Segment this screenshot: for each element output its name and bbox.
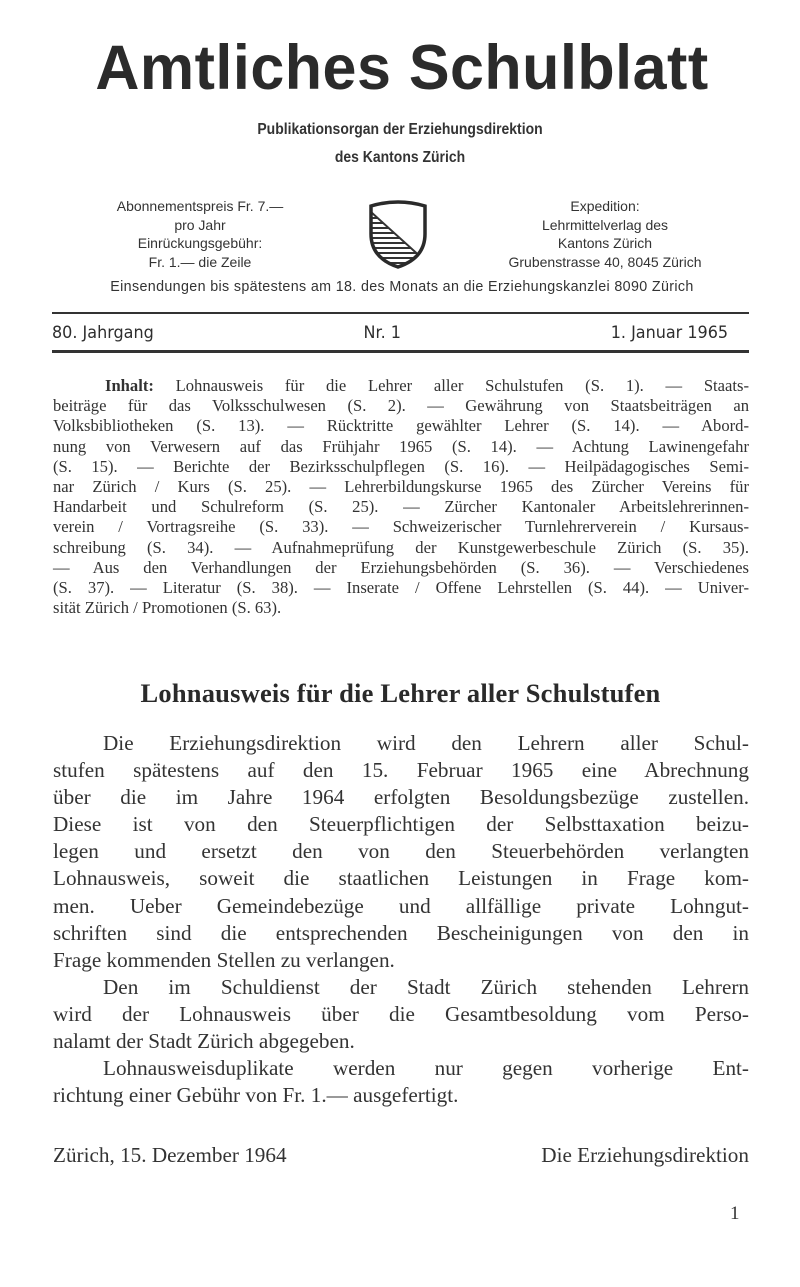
- issue-number: Nr. 1: [363, 322, 401, 342]
- article-line: Den im Schuldienst der Stadt Zürich stehenden Lehrern: [103, 974, 749, 999]
- toc-line: — Aus den Verhandlungen der Erziehungsbehörden (S. 36). — Verschiedenes: [53, 557, 749, 577]
- article-line: richtung einer Gebühr von Fr. 1.— ausgefertigt.: [53, 1083, 459, 1108]
- toc-line: nung von Verwesern auf das Frühjahr 1965 (S. 14). — Achtung Lawinengefahr: [53, 436, 749, 456]
- toc-line: verein / Vortragsreihe (S. 33). — Schweizerischer Turnlehrerverein / Kursaus-: [53, 517, 749, 537]
- masthead-subtitle-line2: des Kantons Zürich: [334, 149, 466, 166]
- toc-line: nar Zürich / Kurs (S. 25). — Lehrerbildungskurse 1965 des Zürcher Vereins für: [53, 476, 749, 496]
- subscription-line: Abonnementspreis Fr. 7.—: [116, 198, 284, 214]
- toc-line: schreibung (S. 34). — Aufnahmeprüfung der Kunstgewerbeschule Zürich (S. 35).: [53, 537, 749, 557]
- article-line: nalamt der Stadt Zürich abgegeben.: [53, 1029, 355, 1054]
- article-line: schriften sind die entsprechenden Bescheinigungen von den in: [53, 920, 749, 945]
- toc-label: Inhalt:: [105, 376, 154, 395]
- volume-label: 80. Jahrgang: [52, 322, 154, 342]
- article-line: Die Erziehungsdirektion wird den Lehrern aller Schul-: [103, 731, 749, 755]
- place-date: Zürich, 15. Dezember 1964: [53, 1143, 287, 1167]
- expedition-line: Expedition:: [570, 198, 640, 214]
- article-line: über die im Jahre 1964 erfolgten Besoldungsbezüge zustellen.: [53, 785, 749, 810]
- divider-bottom: [52, 350, 749, 353]
- article-line: Lohnausweis, soweit die staatlichen Leistungen in Frage kom-: [53, 866, 749, 891]
- article-signoff: [53, 1143, 749, 1168]
- article-line: Diese ist von den Steuerpflichtigen der Selbsttaxation beizu-: [53, 812, 749, 837]
- issue-date: 1. Januar 1965: [610, 322, 729, 342]
- table-of-contents: [53, 376, 749, 618]
- subscription-line: Einrückungsgebühr:: [137, 235, 263, 251]
- article-line: legen und ersetzt den von den Steuerbehörden verlangten: [53, 839, 749, 864]
- toc-line: sität Zürich / Promotionen (S. 63).: [53, 598, 282, 618]
- article-body: [53, 730, 749, 1109]
- article-line: stufen spätestens auf den 15. Februar 1965 eine Abrechnung: [53, 758, 749, 783]
- article-line: men. Ueber Gemeindebezüge und allfällige private Lohngut-: [53, 893, 749, 918]
- subscription-line: Fr. 1.— die Zeile: [148, 253, 252, 270]
- zurich-coat-of-arms-icon: [365, 196, 431, 270]
- subscription-info: [80, 197, 320, 271]
- article-line: Lohnausweisduplikate werden nur gegen vorherige Ent-: [103, 1056, 749, 1081]
- expedition-line: Kantons Zürich: [557, 235, 653, 251]
- submission-notice: Einsendungen bis spätestens am 18. des Monats an die Erziehungskanzlei 8090 Zürich: [110, 279, 694, 295]
- article-line: Frage kommenden Stellen zu verlangen.: [53, 947, 395, 972]
- toc-line: (S. 15). — Berichte der Bezirksschulpflegen (S. 16). — Heilpädagogisches Semi-: [53, 456, 749, 476]
- article-title: Lohnausweis für die Lehrer aller Schulstufen: [140, 678, 661, 708]
- toc-line: (S. 37). — Literatur (S. 38). — Inserate / Offene Lehrstellen (S. 44). — Univer-: [53, 577, 749, 597]
- toc-line: Inhalt: Lohnausweis für die Lehrer aller Schulstufen (S. 1). — Staats-: [105, 376, 749, 395]
- issue-info-bar: [52, 318, 728, 346]
- article-line: wird der Lohnausweis über die Gesamtbesoldung vom Perso-: [53, 1001, 749, 1026]
- masthead-title: Amtliches Schulblatt: [95, 31, 709, 103]
- toc-line: Handarbeit und Schulreform (S. 25). — Zürcher Kantonaler Arbeitslehrerinnen-: [53, 497, 749, 517]
- divider-top: [52, 312, 749, 314]
- toc-line: Volksbibliotheken (S. 13). — Rücktritte gewählter Lehrer (S. 14). — Abord-: [53, 416, 749, 436]
- expedition-line: Grubenstrasse 40, 8045 Zürich: [508, 253, 702, 270]
- expedition-info: [470, 197, 740, 271]
- masthead-subtitle-line1: Publikationsorgan der Erziehungsdirektion: [257, 121, 543, 138]
- page-number: 1: [730, 1203, 740, 1224]
- signature: Die Erziehungsdirektion: [541, 1143, 749, 1167]
- expedition-line: Lehrmittelverlag des: [541, 216, 669, 233]
- subscription-line: pro Jahr: [174, 216, 226, 233]
- toc-line: beiträge für das Volksschulwesen (S. 2). — Gewährung von Staatsbeiträgen an: [53, 396, 749, 416]
